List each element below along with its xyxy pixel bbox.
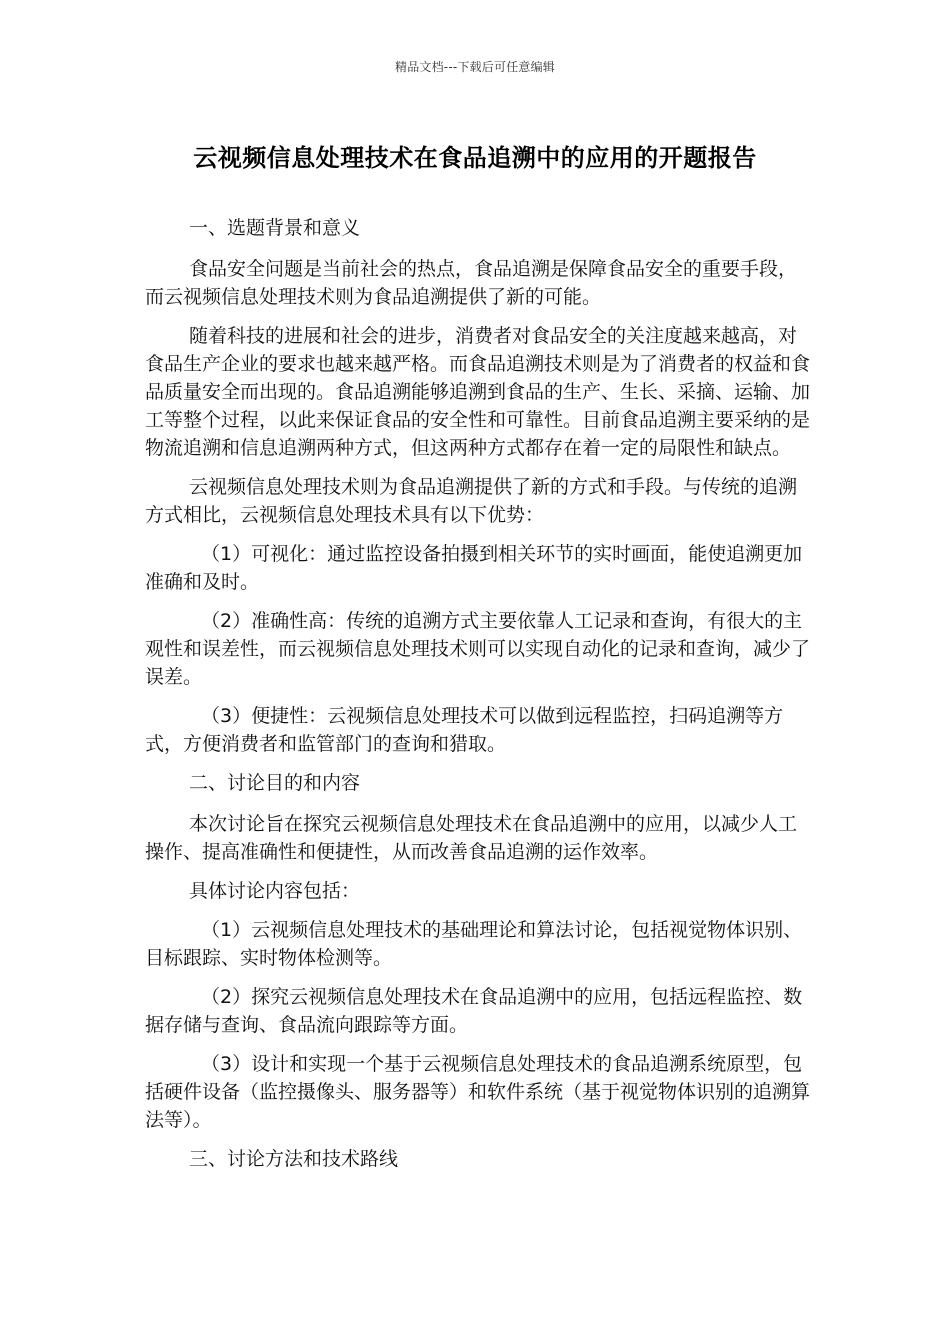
section-heading: 二、讨论目的和内容 xyxy=(189,772,361,794)
list-item: （2）准确性高：传统的追溯方式主要依靠人工记录和查询，有很大的主观性和误差性，而云视频信息处理技术则可以实现自动化的记录和查询，减少了误差。 xyxy=(145,610,811,688)
document-body xyxy=(145,214,813,1186)
body-paragraph: 随着科技的进展和社会的进步，消费者对食品安全的关注度越来越高，对食品生产企业的要求也越来越严格。而食品追溯技术则是为了消费者的权益和食品质量安全而出现的。食品追溯能够追溯到食品的生产、生长、采摘、运输、加工等整个过程，以此来保证食品的安全性和可靠性。目前食品追溯主要采纳的是物流追溯和信息追溯两种方式，但这两种方式都存在着一定的局限性和缺点。 xyxy=(145,325,811,459)
header-note: 精品文档---下载后可任意编辑 xyxy=(395,60,555,74)
list-item: （3）便捷性：云视频信息处理技术可以做到远程监控，扫码追溯等方式，方便消费者和监管部门的查询和猎取。 xyxy=(145,705,784,755)
body-paragraph: 食品安全问题是当前社会的热点，食品追溯是保障食品安全的重要手段，而云视频信息处理技术则为食品追溯提供了新的可能。 xyxy=(145,258,798,308)
body-paragraph: 本次讨论旨在探究云视频信息处理技术在食品追溯中的应用，以减少人工操作、提高准确性和便捷性，从而改善食品追溯的运作效率。 xyxy=(145,813,798,863)
section-heading: 三、讨论方法和技术路线 xyxy=(189,1148,399,1170)
list-item: （1）可视化：通过监控设备拍摄到相关环节的实时画面，能使追溯更加准确和及时。 xyxy=(145,543,803,593)
body-paragraph: 云视频信息处理技术则为食品追溯提供了新的方式和手段。与传统的追溯方式相比，云视频信息处理技术具有以下优势： xyxy=(145,476,798,526)
list-item: （3）设计和实现一个基于云视频信息处理技术的食品追溯系统原型，包括硬件设备（监控摄像头、服务器等）和软件系统（基于视觉物体识别的追溯算法等）。 xyxy=(145,1053,811,1131)
list-item: （2）探究云视频信息处理技术在食品追溯中的应用，包括远程监控、数据存储与查询、食品流向跟踪等方面。 xyxy=(145,986,803,1036)
body-paragraph: 具体讨论内容包括： xyxy=(189,880,361,902)
section-heading: 一、选题背景和意义 xyxy=(189,217,361,239)
list-item: （1）云视频信息处理技术的基础理论和算法讨论，包括视觉物体识别、目标跟踪、实时物体检测等。 xyxy=(145,919,803,969)
document-title: 云视频信息处理技术在食品追溯中的应用的开题报告 xyxy=(193,144,757,172)
